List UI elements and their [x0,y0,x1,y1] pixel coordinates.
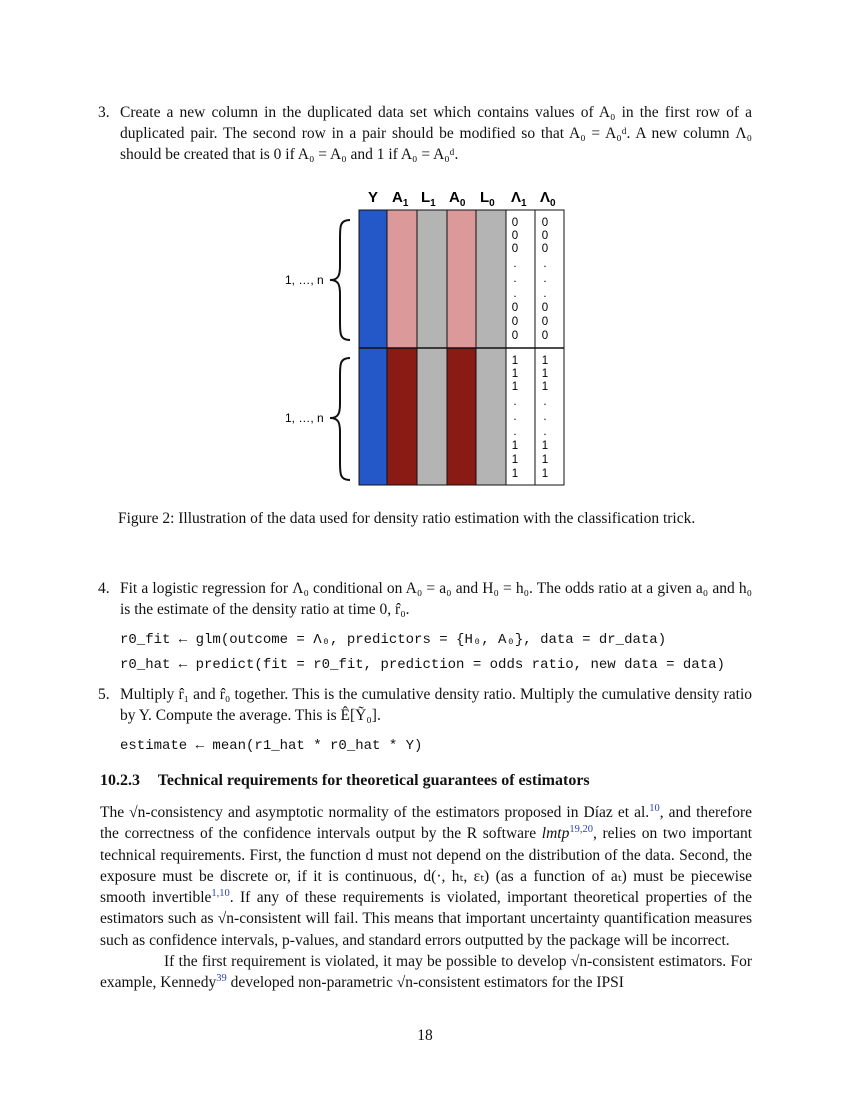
citation-link[interactable]: 1,10 [211,888,230,900]
column-header-l1: $L_1$ [421,189,436,209]
paragraph-1 [100,802,752,951]
software-name: lmtp [541,825,570,843]
step-number: 5. [98,686,110,703]
step-4 [98,578,752,676]
figure-caption: Figure 2: Illustration of the data used for density ratio estimation with the classification trick. [118,510,696,527]
column-a0-top [447,210,476,348]
column-header-y: Y [368,189,379,206]
brace-label-top: 1, …, n [285,273,324,287]
citation-link[interactable]: 39 [216,973,227,985]
lambda1-bottom-0: 1 [511,355,519,367]
section-number: 10.2.3 [100,772,140,789]
code-text: estimate ← mean(r1_hat * r0_hat * Y) [120,738,423,754]
lambda1-bottom-2: 1 [511,381,519,393]
section-title: Technical requirements for theoretical guarantees of estimators [157,772,590,789]
lambda1-top-1: 0 [511,230,519,242]
lambda1-top-3: . [513,258,517,270]
step-text: Create a new column in the duplicated data set which contains values of A₀ in the first row of a duplicated pair. The second row in a pair should be modified so that A₀ = A₀ᵈ. A new column Λ₀ should be created that is 0 if A₀ = A₀ and 1 if A₀ = A₀ᵈ. [120,104,752,163]
lambda1-top-2: 0 [511,243,519,255]
section-heading [100,772,590,790]
paragraph-text: developed non-parametric √n-consistent estimators for the IPSI [226,974,624,992]
step-number: 3. [98,104,110,121]
lambda1-bottom-1: 1 [511,368,519,380]
lambda1-top-6: 0 [511,302,519,314]
step-text: Multiply r̂₁ and r̂₀ together. This is the cumulative density ratio. Multiply the cumulative density ratio by Y. Compute the average. This is Ê[Ỹ₀]. [120,686,752,724]
lambda0-top-8: 0 [541,330,549,342]
lambda0-bottom-3: . [543,396,547,408]
step-3 [98,102,752,165]
column-header-lambda0: $\Lambda_0$ [540,189,556,209]
column-header-l0: $L_0$ [480,189,495,209]
lambda1-bottom-5: . [513,426,517,438]
column-header-a0: $A_0$ [449,189,466,209]
lambda0-top-2: 0 [541,243,549,255]
lambda0-top-6: 0 [541,302,549,314]
column-a1-bottom [387,348,417,485]
lambda1-top-7: 0 [511,316,519,328]
column-a1-top [387,210,417,348]
column-a0-bottom [447,348,476,485]
lambda1-bottom-3: . [513,396,517,408]
brace-label-bottom: 1, …, n [285,411,324,425]
paragraph-text: , and therefore the correctness of the confidence intervals output by the R software [100,804,752,843]
step-5 [98,684,752,757]
lambda0-bottom-2: 1 [541,381,549,393]
paragraph-text: . If any of these requirements is violated, important theoretical properties of the estimators such as √n-consistent will fail. This means that important uncertainty quantification measures such as confidence intervals, p-values, and standard errors outputted by the package will be incorrect. [100,889,752,949]
code-line-r0-hat [120,653,752,676]
lambda0-top-1: 0 [541,230,549,242]
lambda0-top-4: . [543,273,547,285]
code-line-r0-fit [120,628,752,651]
lambda0-top-7: 0 [541,316,549,328]
step-number: 4. [98,580,110,597]
paragraph-text: , relies on two important technical requirements. First, the function d must not depend on the distribution of the data. Second, the exposure must be discrete or, if it is continuous, d(·, hₜ, εₜ) (as a function of aₜ) must be piecewise smooth invertible [100,825,753,907]
lambda0-bottom-0: 1 [541,355,549,367]
lambda1-top-5: . [513,288,517,300]
column-header-lambda1: $\Lambda_1$ [511,189,527,209]
lambda1-top-8: 0 [511,330,519,342]
lambda0-top-5: . [543,288,547,300]
column-header-a1: $A_1$ [392,189,409,209]
lambda0-bottom-4: . [543,411,547,423]
lambda0-bottom-1: 1 [541,368,549,380]
page-number: 18 [417,1027,433,1044]
lambda1-top-0: 0 [511,217,519,229]
brace-bottom-icon [330,358,350,480]
code-text: r0_hat ← predict(fit = r0_fit, prediction = odds ratio, new data = data) [120,657,725,673]
brace-top-icon [330,220,350,340]
code-line-estimate [120,734,752,757]
code-text: r0_fit ← glm(outcome = Λ₀, predictors = {H₀, A₀}, data = dr_data) [120,632,667,648]
paragraph-text: The √n-consistency and asymptotic normality of the estimators proposed in Díaz et al. [100,804,650,821]
lambda0-bottom-7: 1 [541,454,549,466]
paragraph-text: If the first requirement is violated, it may be possible to develop √n-consistent estimators. For example, Kennedy [100,953,752,992]
citation-link[interactable]: 19,20 [569,824,593,836]
lambda1-bottom-7: 1 [511,454,519,466]
lambda1-bottom-6: 1 [511,440,519,452]
lambda0-bottom-8: 1 [541,468,549,480]
lambda0-top-0: 0 [541,217,549,229]
lambda0-bottom-6: 1 [541,440,549,452]
lambda1-bottom-4: . [513,411,517,423]
lambda0-bottom-5: . [543,426,547,438]
paragraph-2 [100,951,752,994]
section-body [100,802,752,994]
figure-2 [0,180,850,490]
lambda0-top-3: . [543,258,547,270]
lambda1-bottom-8: 1 [511,468,519,480]
lambda1-top-4: . [513,273,517,285]
citation-link[interactable]: 10 [649,802,660,814]
step-text: Fit a logistic regression for Λ₀ conditional on A₀ = a₀ and H₀ = h₀. The odds ratio at a given a₀ and h₀ is the estimate of the density ratio at time 0, r̂₀. [120,580,752,618]
column-headers [368,189,556,209]
